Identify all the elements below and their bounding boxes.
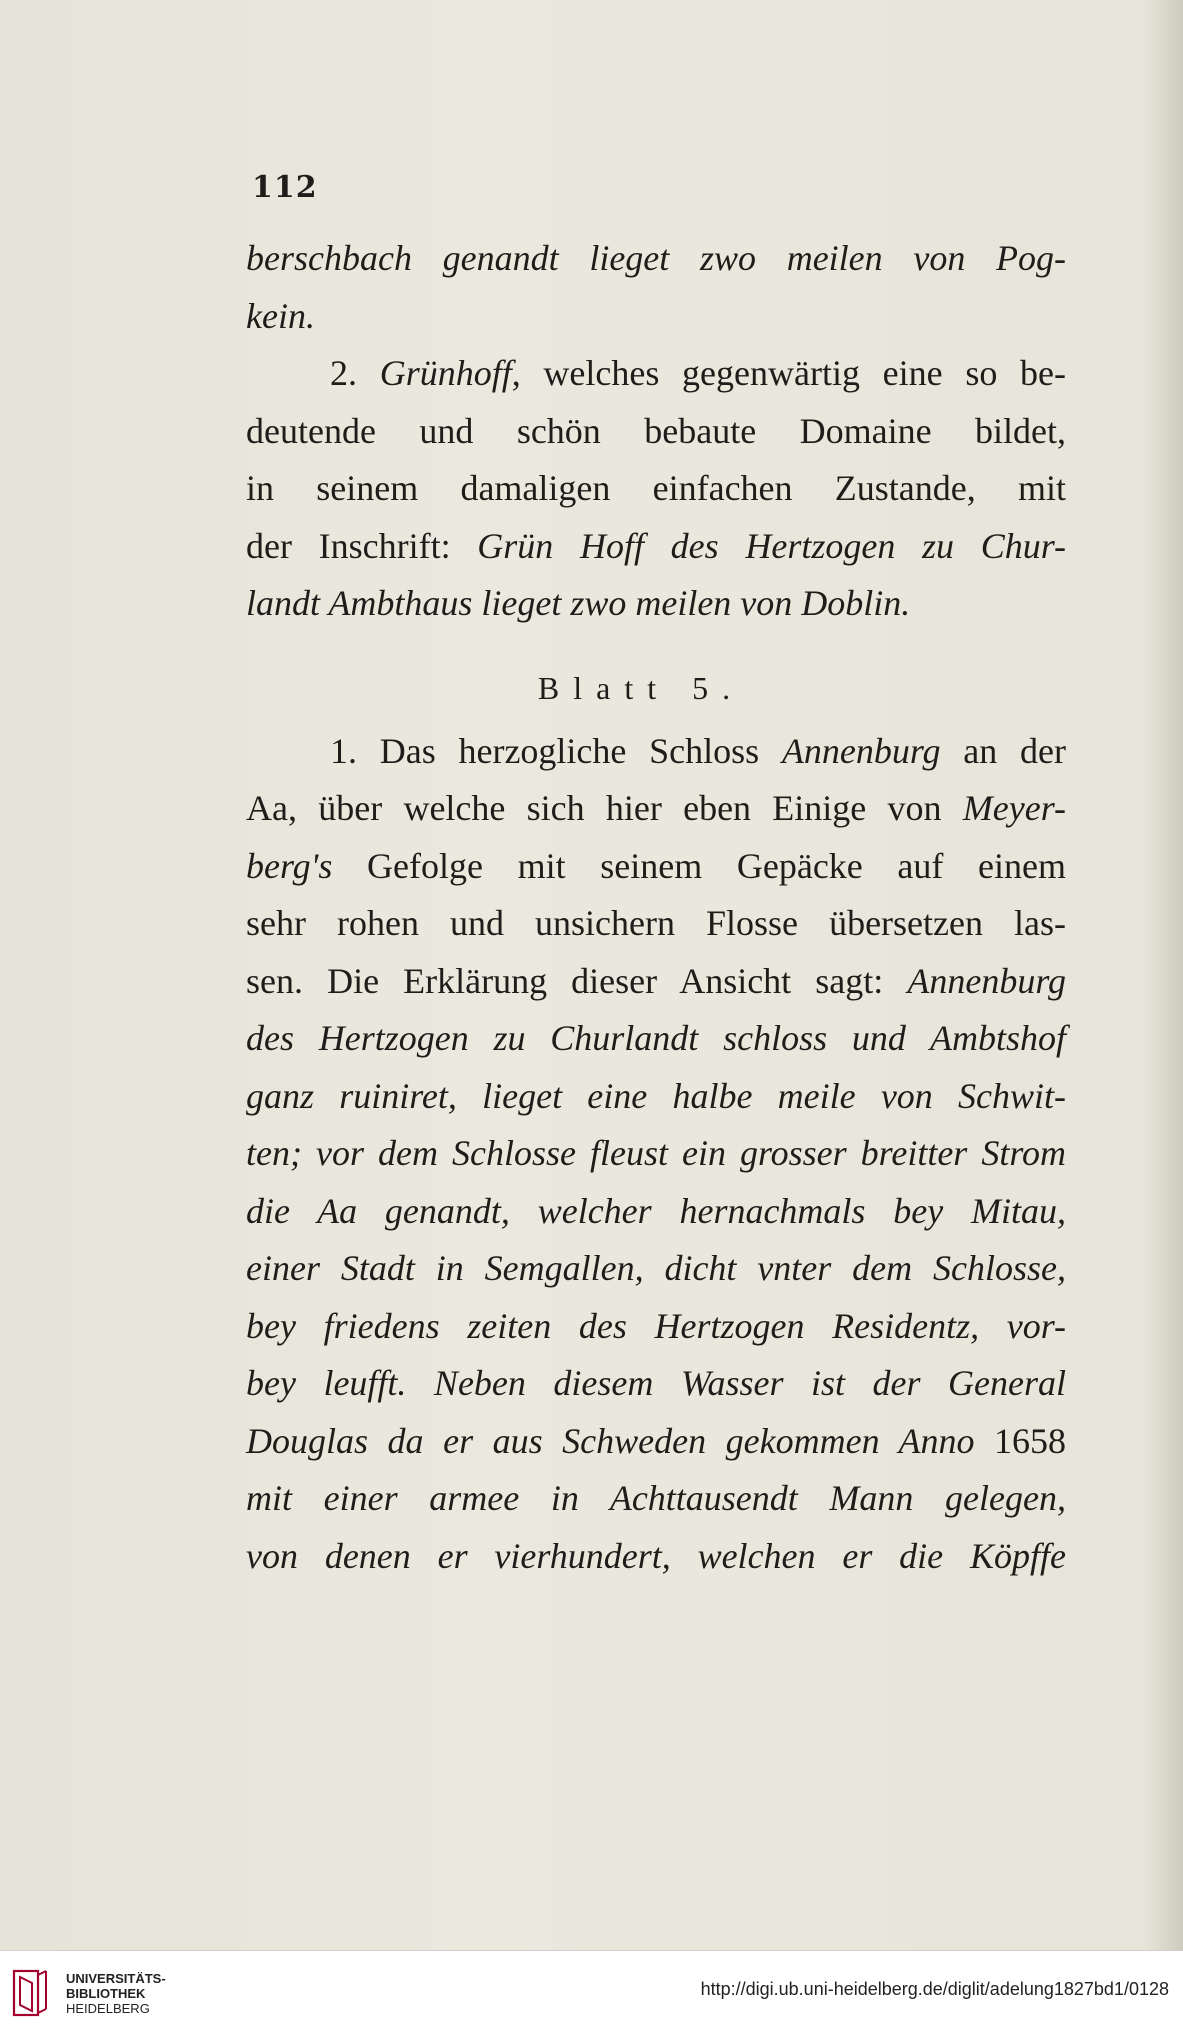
roman-text: , welches gegenwärtig eine so be-: [511, 353, 1067, 393]
roman-text: Gefolge mit seinem Gepäcke auf einem: [332, 845, 1066, 886]
italic-text: ganz ruiniret, lieget eine halbe meile von Schwit-: [246, 1075, 1066, 1116]
text-line: [246, 460, 1066, 518]
text-line: [246, 1183, 1066, 1241]
text-line: [246, 345, 1066, 403]
roman-text: deutende und schön bebaute Domaine bildet,: [246, 410, 1066, 451]
text-line: [246, 288, 1066, 346]
italic-text: mit einer armee in Achttausendt Mann gelegen,: [246, 1478, 1066, 1518]
text-line: [246, 1470, 1066, 1528]
text-line: [246, 1240, 1066, 1298]
institution-line-3: HEIDELBERG: [66, 2001, 150, 2016]
italic-text: von denen er vierhundert, welchen er die Köpffe: [246, 1535, 1066, 1576]
text-line: [246, 1068, 1066, 1126]
italic-text: bey leufft. Neben diesem Wasser ist der General: [246, 1363, 1066, 1403]
italic-text: die Aa genandt, welcher hernachmals bey Mitau,: [246, 1190, 1066, 1231]
section-heading: Blatt 5.: [537, 669, 745, 706]
italic-text: bey friedens zeiten des Hertzogen Residentz, vor-: [246, 1305, 1066, 1346]
text-line: [246, 1413, 1066, 1471]
text-line: [246, 1355, 1066, 1413]
roman-text: 2.: [330, 353, 380, 393]
text-line: [246, 1125, 1066, 1183]
italic-text: Grün Hoff des Hertzogen zu Chur-: [477, 525, 1066, 566]
roman-text: 1658: [994, 1420, 1066, 1461]
italic-text: ten; vor dem Schlosse fleust ein grosser breitter Strom: [246, 1133, 1066, 1173]
italic-text: landt Ambthaus lieget zwo meilen von Doblin.: [246, 583, 911, 623]
text-line: [246, 723, 1066, 781]
roman-text: der Inschrift:: [246, 525, 478, 566]
roman-text: in seinem damaligen einfachen Zustande, mit: [246, 468, 1066, 508]
text-line: [246, 1010, 1066, 1068]
italic-text: Meyer-: [962, 788, 1066, 828]
text-line: [246, 1528, 1066, 1586]
page-number: 112: [252, 170, 318, 205]
text-line: [246, 575, 1066, 633]
library-logo-icon: [12, 1965, 48, 2021]
roman-text: Aa, über welche sich hier eben Einige von: [246, 788, 963, 828]
roman-text: sen. Die Erklärung dieser Ansicht sagt:: [246, 960, 908, 1001]
text-line: [246, 838, 1066, 896]
text-line: [246, 1298, 1066, 1356]
italic-text: Douglas da er aus Schweden gekommen Anno: [246, 1420, 994, 1461]
page-body-text: [246, 230, 1066, 1585]
roman-text: sehr rohen und unsichern Flosse übersetzen las-: [246, 903, 1066, 943]
italic-text: Annenburg: [907, 960, 1066, 1001]
text-line: [246, 230, 1066, 288]
italic-text: kein.: [246, 295, 315, 336]
text-line: [246, 518, 1066, 576]
institution-name: [66, 1971, 166, 2016]
italic-text: Grünhoff: [379, 353, 512, 393]
italic-text: des Hertzogen zu Churlandt schloss und Ambtshof: [246, 1018, 1066, 1058]
italic-text: berg's: [246, 845, 333, 886]
text-line: [246, 403, 1066, 461]
institution-line-1: UNIVERSITÄTS-: [66, 1971, 166, 1986]
italic-text: berschbach genandt lieget zwo meilen von Pog-: [246, 238, 1066, 278]
text-line: [246, 895, 1066, 953]
source-url-link[interactable]: http://digi.ub.uni-heidelberg.de/diglit/adelung1827bd1/0128: [700, 1979, 1169, 1999]
italic-text: Annenburg: [781, 730, 941, 771]
roman-text: 1. Das herzogliche Schloss: [330, 730, 782, 771]
text-line: [246, 780, 1066, 838]
institution-line-2: BIBLIOTHEK: [66, 1986, 146, 2001]
text-line: [246, 953, 1066, 1011]
footer-bar: [0, 1950, 1183, 2034]
gutter-shadow: [1145, 0, 1183, 1950]
italic-text: einer Stadt in Semgallen, dicht vnter dem Schlosse,: [246, 1248, 1066, 1288]
roman-text: an der: [940, 730, 1066, 771]
